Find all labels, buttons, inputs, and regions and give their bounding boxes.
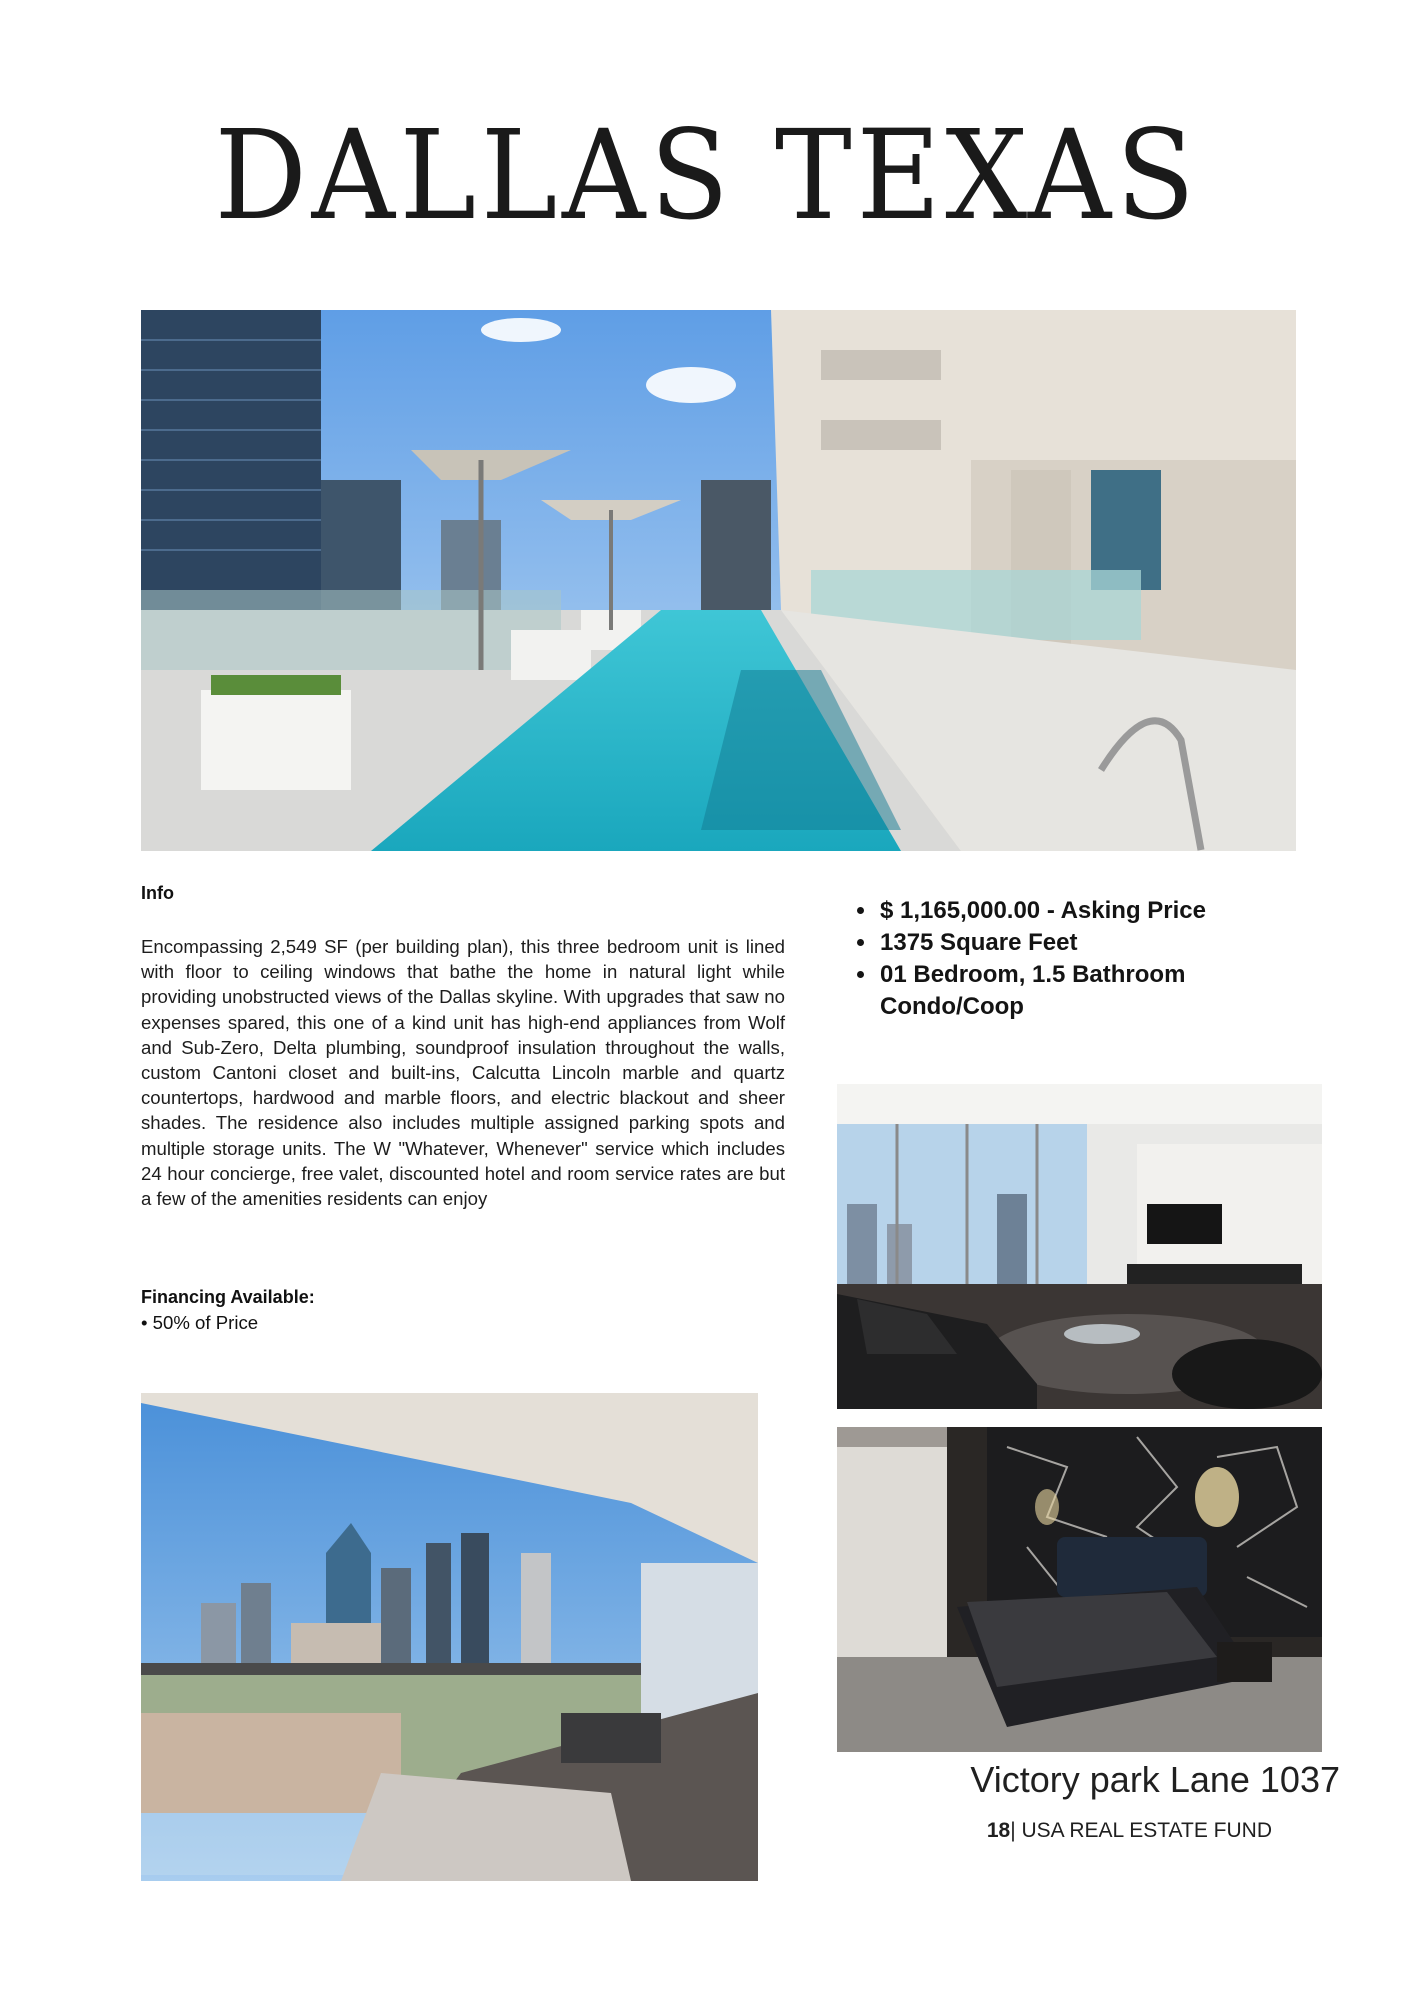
rooftop-pool-photo: [141, 310, 1296, 851]
living-room-photo: [837, 1084, 1322, 1409]
fact-price: • $ 1,165,000.00 - Asking Price: [878, 895, 1298, 927]
page-footer: [900, 1819, 1272, 1843]
property-address: Victory park Lane 1037: [970, 1759, 1340, 1800]
page-title: DALLAS TEXAS: [214, 104, 1200, 248]
financing-item: • 50% of Price: [141, 1312, 259, 1333]
info-label: Info: [141, 883, 174, 903]
balcony-skyline-photo: [141, 1393, 758, 1881]
fact-rooms: • 01 Bedroom, 1.5 Bathroom Condo/Coop: [878, 959, 1298, 1023]
financing-label: Financing Available:: [141, 1287, 315, 1307]
property-facts: [850, 895, 1298, 1023]
fact-area: • 1375 Square Feet: [878, 927, 1298, 959]
bedroom-photo: [837, 1427, 1322, 1752]
page-number: 18: [986, 1819, 1011, 1842]
property-description: Encompassing 2,549 SF (per building plan), this three bedroom unit is lined with floor to ceiling windows that bathe the home in natural light while providing unobstructed views of the Dallas skyline. With upgrades that saw no expenses spared, this one of a kind unit has high-end appliances from Wolf and Sub-Zero, Delta plumbing, soundproof insulation throughout the walls, custom Cantoni closet and built-ins, Calcutta Lincoln marble and quartz countertops, hardwood and marble floors, and electric blackout and sheer shades. The residence also includes multiple assigned parking spots and multiple storage units. The W "Whatever, Whenever" service which includes 24 hour concierge, free valet, discounted hotel and room service rates are but a few of the amenities residents can enjoy: [141, 936, 785, 1210]
footer-text: | USA REAL ESTATE FUND: [1010, 1819, 1272, 1842]
